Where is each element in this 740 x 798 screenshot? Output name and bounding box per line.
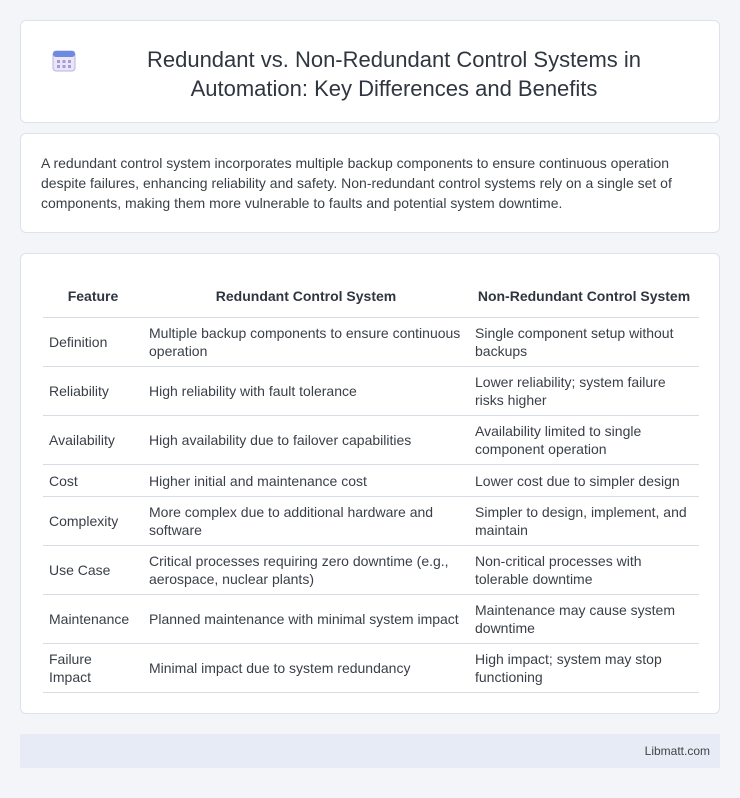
feature-cell: Reliability (43, 367, 143, 416)
redundant-cell: Multiple backup components to ensure continuous operation (143, 318, 469, 367)
table-row (43, 416, 699, 465)
feature-cell: Complexity (43, 497, 143, 546)
intro-paragraph: A redundant control system incorporates multiple backup components to ensure continuous operation despite failures, enhancing reliability and safety. Non-redundant control systems rely on a single set of components, making them more vulnerable to faults and potential system downtime. (41, 155, 672, 211)
column-header-redundant: Redundant Control System (143, 274, 469, 318)
table-header-row (43, 274, 699, 318)
non-redundant-cell: High impact; system may stop functioning (469, 644, 699, 693)
column-header-non-redundant: Non-Redundant Control System (469, 274, 699, 318)
redundant-cell: High availability due to failover capabilities (143, 416, 469, 465)
non-redundant-cell: Lower cost due to simpler design (469, 465, 699, 497)
title-card (20, 20, 720, 123)
intro-card (20, 133, 720, 233)
feature-cell: Cost (43, 465, 143, 497)
redundant-cell: Planned maintenance with minimal system impact (143, 595, 469, 644)
redundant-cell: Minimal impact due to system redundancy (143, 644, 469, 693)
feature-cell: Use Case (43, 546, 143, 595)
page-title: Redundant vs. Non-Redundant Control Systems in Automation: Key Differences and Benefits (146, 47, 642, 101)
table-row (43, 546, 699, 595)
table-row (43, 367, 699, 416)
feature-cell: Maintenance (43, 595, 143, 644)
table-row (43, 644, 699, 693)
table-row (43, 497, 699, 546)
feature-cell: Availability (43, 416, 143, 465)
redundant-cell: More complex due to additional hardware and software (143, 497, 469, 546)
comparison-table (43, 274, 699, 693)
non-redundant-cell: Single component setup without backups (469, 318, 699, 367)
non-redundant-cell: Simpler to design, implement, and maintain (469, 497, 699, 546)
table-row (43, 318, 699, 367)
source-label: Libmatt.com (644, 744, 710, 758)
calendar-icon (51, 47, 77, 73)
non-redundant-cell: Lower reliability; system failure risks higher (469, 367, 699, 416)
footer-bar (20, 734, 720, 768)
column-header-feature: Feature (43, 274, 143, 318)
redundant-cell: Critical processes requiring zero downtime (e.g., aerospace, nuclear plants) (143, 546, 469, 595)
non-redundant-cell: Availability limited to single component operation (469, 416, 699, 465)
table-row (43, 465, 699, 497)
redundant-cell: Higher initial and maintenance cost (143, 465, 469, 497)
redundant-cell: High reliability with fault tolerance (143, 367, 469, 416)
feature-cell: Failure Impact (43, 644, 143, 693)
comparison-card (20, 253, 720, 714)
feature-cell: Definition (43, 318, 143, 367)
non-redundant-cell: Maintenance may cause system downtime (469, 595, 699, 644)
table-row (43, 595, 699, 644)
title-row (21, 21, 719, 103)
non-redundant-cell: Non-critical processes with tolerable downtime (469, 546, 699, 595)
